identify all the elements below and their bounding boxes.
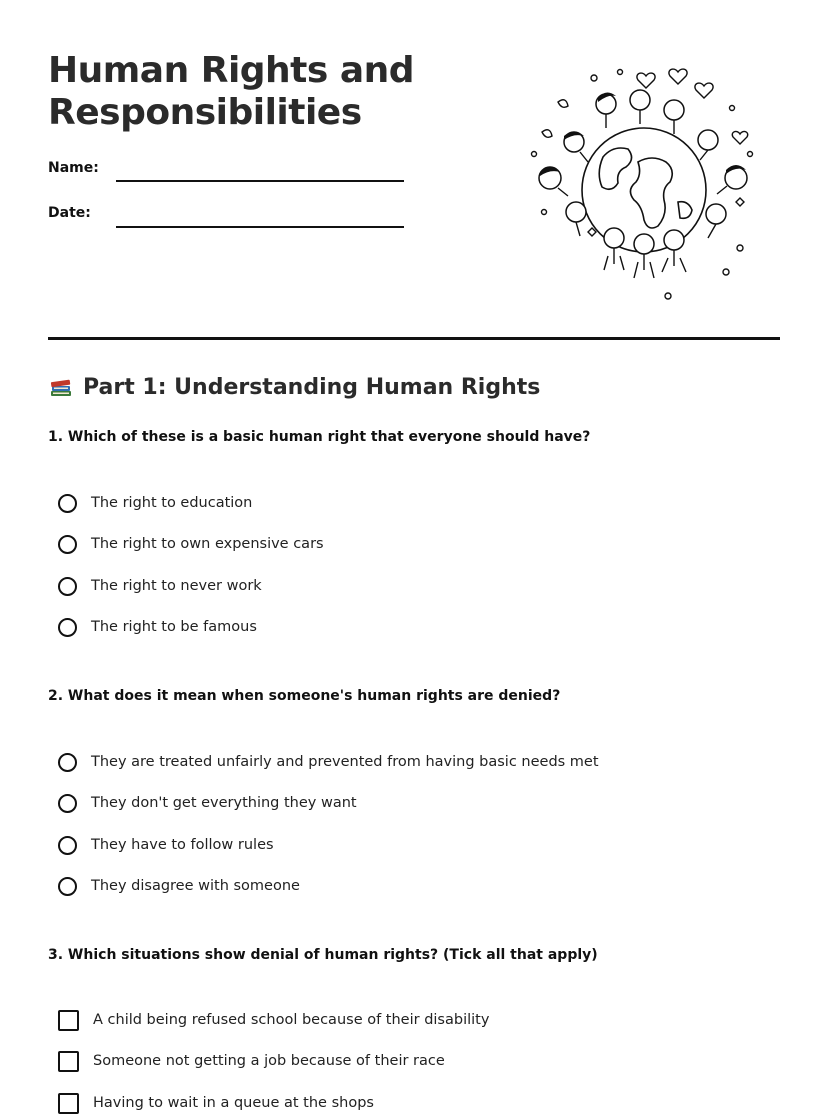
radio-button[interactable]	[58, 618, 77, 637]
checkbox[interactable]	[58, 1093, 79, 1114]
section-divider	[48, 337, 780, 340]
radio-button[interactable]	[58, 753, 77, 772]
date-field[interactable]	[116, 226, 404, 228]
title-line-1: Human Rights and	[48, 50, 415, 91]
option-label: The right to own expensive cars	[91, 536, 324, 552]
radio-button[interactable]	[58, 836, 77, 855]
option-label: A child being refused school because of their disability	[93, 1012, 490, 1028]
q3-option-2[interactable]	[58, 1049, 445, 1073]
children-around-globe-illustration	[528, 62, 760, 306]
q3-option-1[interactable]	[58, 1008, 489, 1032]
option-label: Having to wait in a queue at the shops	[93, 1095, 374, 1111]
radio-button[interactable]	[58, 877, 77, 896]
option-label: The right to never work	[91, 578, 262, 594]
section-heading	[48, 374, 540, 400]
option-label: The right to be famous	[91, 619, 257, 635]
question-2: 2. What does it mean when someone's human rights are denied?	[48, 688, 561, 704]
option-label: They disagree with someone	[91, 878, 300, 894]
page-title	[48, 50, 414, 134]
name-field[interactable]	[116, 180, 404, 182]
radio-button[interactable]	[58, 577, 77, 596]
q3-option-3[interactable]	[58, 1091, 374, 1115]
option-label: The right to education	[91, 495, 253, 511]
option-label: They are treated unfairly and prevented from having basic needs met	[91, 754, 599, 770]
option-label: They have to follow rules	[91, 837, 274, 853]
q1-option-3[interactable]	[58, 574, 262, 598]
radio-button[interactable]	[58, 794, 77, 813]
question-3: 3. Which situations show denial of human rights? (Tick all that apply)	[48, 947, 598, 963]
radio-button[interactable]	[58, 535, 77, 554]
q2-option-2[interactable]	[58, 791, 357, 815]
checkbox[interactable]	[58, 1010, 79, 1031]
option-label: Someone not getting a job because of their race	[93, 1053, 445, 1069]
name-label: Name:	[48, 160, 99, 176]
q2-option-1[interactable]	[58, 750, 599, 774]
question-1: 1. Which of these is a basic human right that everyone should have?	[48, 429, 591, 445]
radio-button[interactable]	[58, 494, 77, 513]
books-icon	[48, 374, 74, 400]
q2-option-4[interactable]	[58, 874, 300, 898]
q2-option-3[interactable]	[58, 833, 274, 857]
q1-option-4[interactable]	[58, 615, 257, 639]
q1-option-2[interactable]	[58, 532, 324, 556]
option-label: They don't get everything they want	[91, 795, 357, 811]
checkbox[interactable]	[58, 1051, 79, 1072]
date-label: Date:	[48, 205, 91, 221]
q1-option-1[interactable]	[58, 491, 252, 515]
title-line-2: Responsibilities	[48, 92, 362, 133]
section-heading-text: Part 1: Understanding Human Rights	[83, 374, 541, 400]
